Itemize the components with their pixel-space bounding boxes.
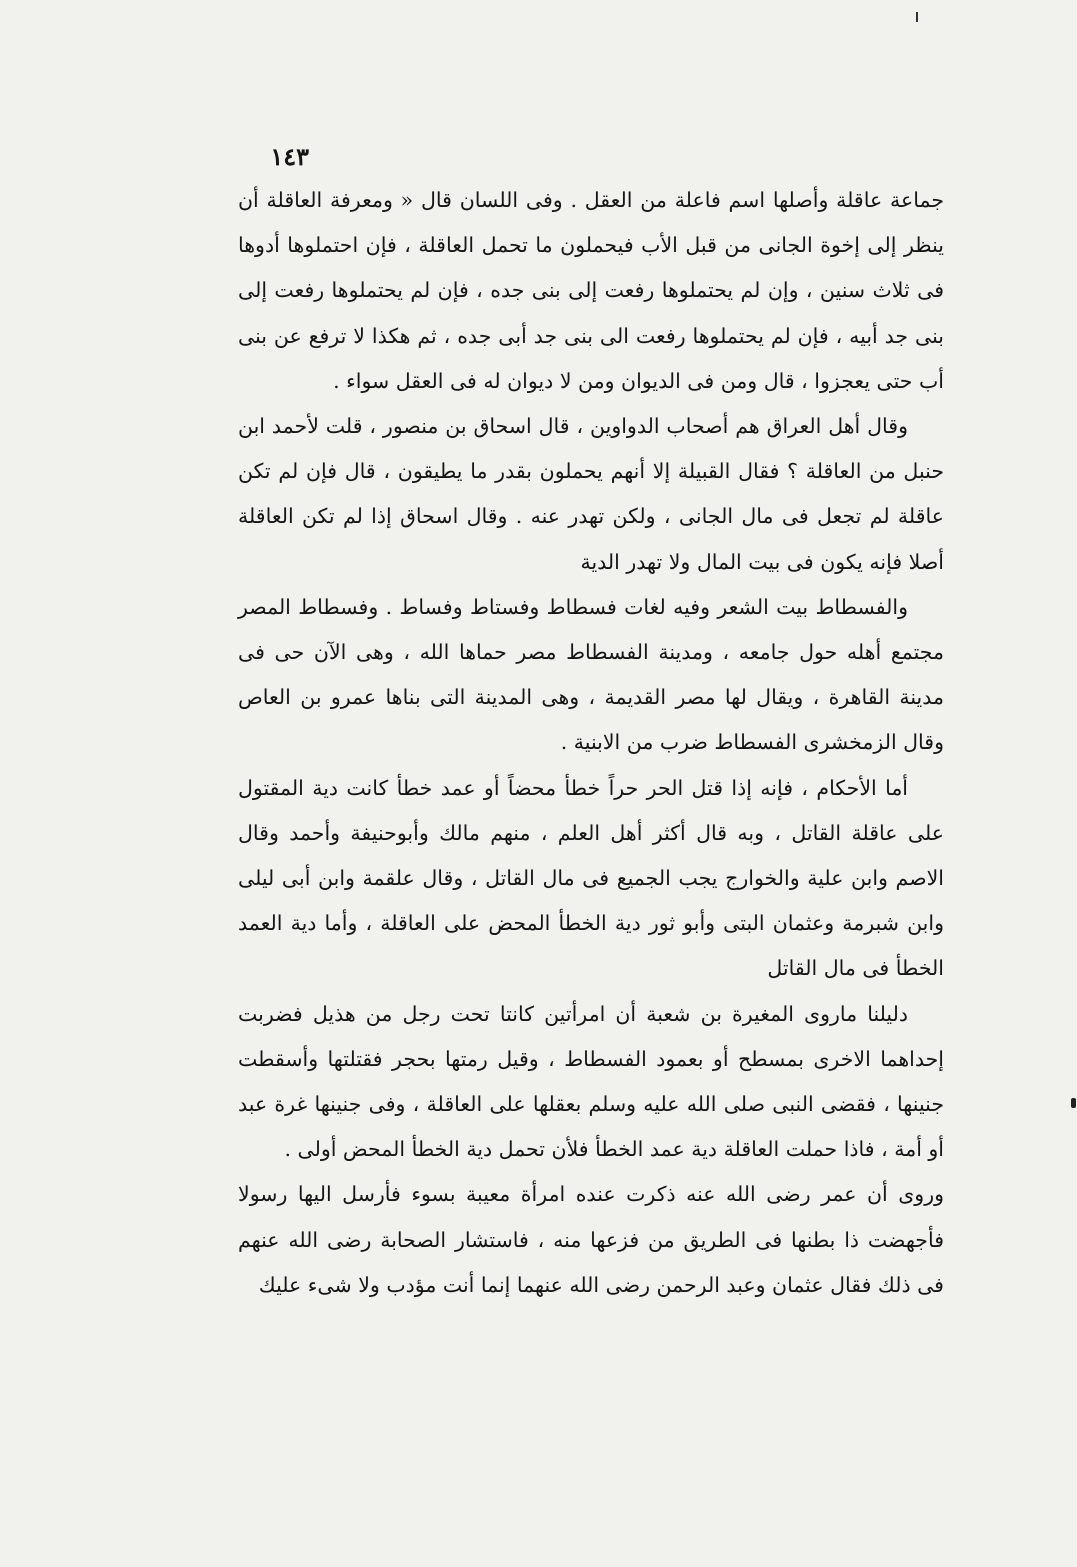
paragraph-4: أما الأحكام ، فإنه إذا قتل الحر حراً خطأ محضاً أو عمد خطأ كانت دية المقتول على عاقلة القاتل ، وبه قال أكثر أهل العلم ، منهم مالك وأبوحنيفة وأحمد وقال الاصم وابن علية والخوارج يجب الجميع فى مال القاتل ، وقال علقمة وابن أبى ليلى وابن شبرمة وعثمان البتى وأبو ثور دية الخطأ المحض على العاقلة ، وأما دية العمد الخطأ فى مال القاتل (238, 775, 944, 981)
body-text (238, 178, 944, 1308)
scan-mark (916, 12, 918, 22)
paragraph-2: وقال أهل العراق هم أصحاب الدواوين ، قال اسحاق بن منصور ، قلت لأحمد ابن حنبل من العاقلة ؟ فقال القبيلة إلا أنهم يحملون بقدر ما يطيقون ، قال فإن لم تكن عاقلة لم تجعل فى مال الجانى ، ولكن تهدر عنه . وقال اسحاق إذا لم تكن العاقلة أصلا فإنه يكون فى بيت المال ولا تهدر الدية (238, 414, 944, 574)
paragraph-3: والفسطاط بيت الشعر وفيه لغات فسطاط وفستاط وفساط . وفسطاط المصر مجتمع أهله حول جامعه ، ومدينة الفسطاط مصر حماها الله ، وهى الآن حى فى مدينة القاهرة ، ويقال لها مصر القديمة ، وهى المدينة التى بناها عمرو بن العاص وقال الزمخشرى الفسطاط ضرب من الابنية . (238, 594, 944, 755)
scan-mark (1071, 1098, 1076, 1108)
paragraph-5: دليلنا ماروى المغيرة بن شعبة أن امرأتين كانتا تحت رجل من هذيل فضربت إحداهما الاخرى بمسطح أو بعمود الفسطاط ، وقيل رمتها بحجر فقتلتها وأسقطت جنينها ، فقضى النبى صلى الله عليه وسلم بعقلها على العاقلة ، وفى جنينها غرة عبد أو أمة ، فاذا حملت العاقلة دية عمد الخطأ فلأن تحمل دية الخطأ المحض أولى . (238, 1001, 944, 1162)
paragraph-1: جماعة عاقلة وأصلها اسم فاعلة من العقل . وفى اللسان قال « ومعرفة العاقلة أن ينظر إلى إخوة الجانى من قبل الأب فيحملون ما تحمل العاقلة ، فإن احتملوها أدوها فى ثلاث سنين ، وإن لم يحتملوها رفعت إلى بنى جده ، فإن لم يحتملوها رفعت إلى بنى جد أبيه ، فإن لم يحتملوها رفعت الى بنى جد أبى جده ، ثم هكذا لا ترفع عن بنى أب حتى يعجزوا ، قال ومن فى الديوان ومن لا ديوان له فى العقل سواء . (238, 188, 944, 393)
page-number: ١٤٣ (270, 142, 309, 171)
paragraph-6: وروى أن عمر رضى الله عنه ذكرت عنده امرأة معيبة بسوء فأرسل اليها رسولا فأجهضت ذا بطنها فى الطريق من فزعها منه ، فاستشار الصحابة رضى الله عنهم فى ذلك فقال عثمان وعبد الرحمن رضى الله عنهما إنما أنت مؤدب ولا شىء عليك (238, 1182, 944, 1297)
